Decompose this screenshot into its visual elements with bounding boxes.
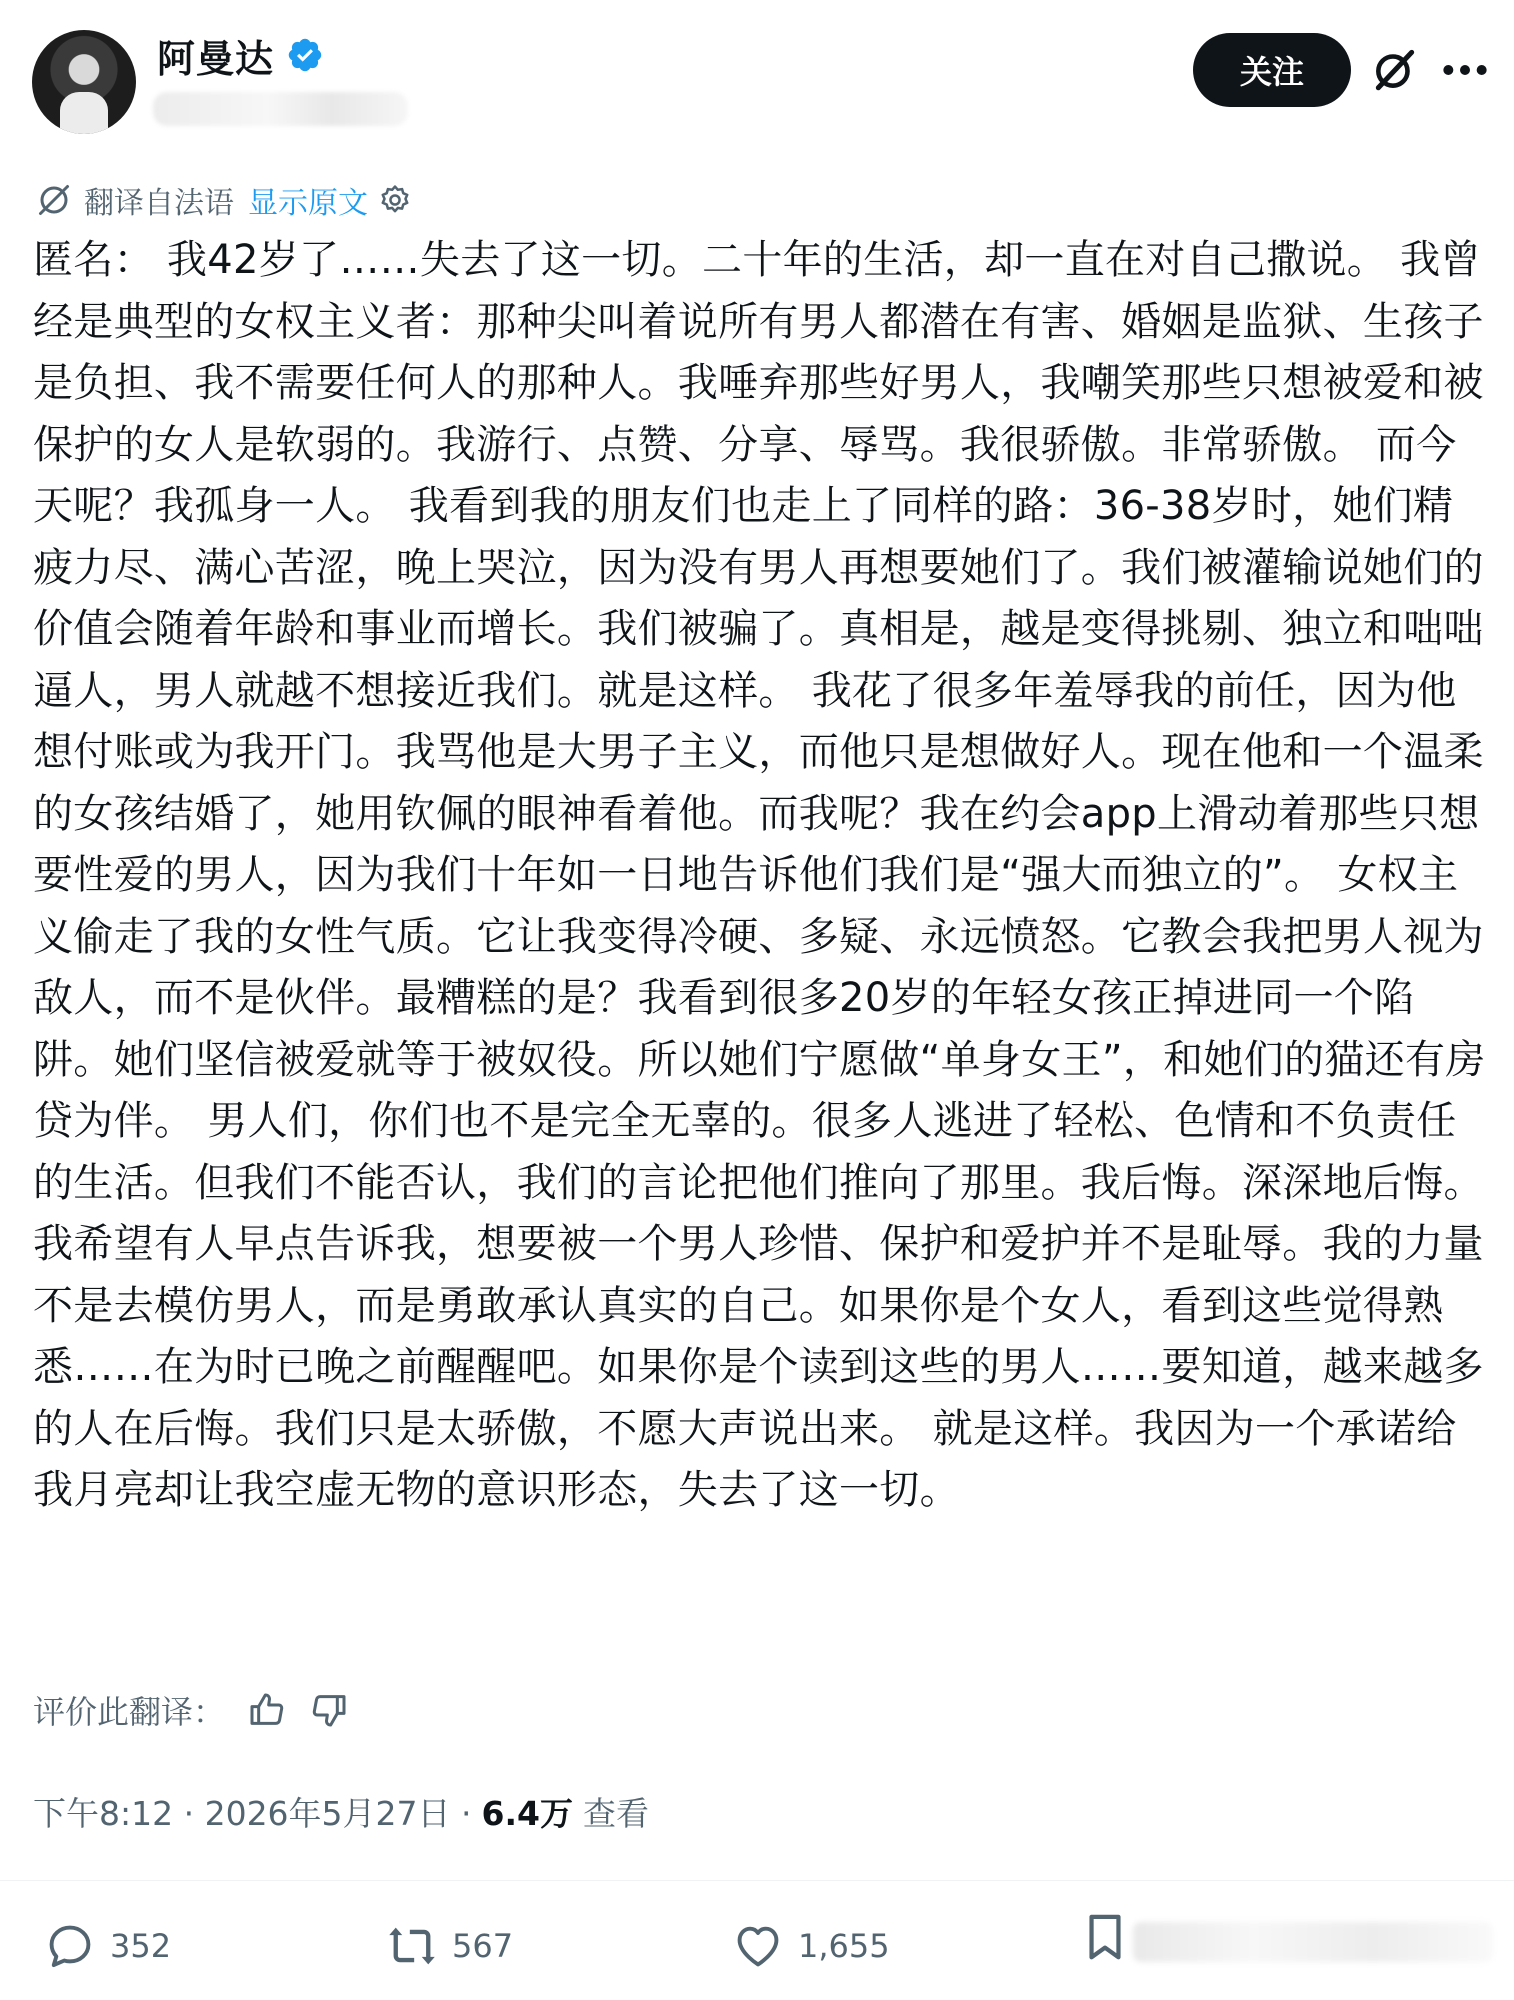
author-name[interactable]: 阿曼达 — [157, 36, 275, 81]
follow-button[interactable]: 关注 — [1193, 33, 1351, 107]
blurred-watermark — [1133, 1922, 1493, 1962]
post-timestamp[interactable]: 下午8:12 · 2026年5月27日 · — [33, 1793, 472, 1833]
author-name-row — [157, 30, 324, 80]
rate-translation-row — [33, 1685, 349, 1735]
show-original-link[interactable]: 显示原文 — [248, 186, 368, 221]
divider — [0, 1880, 1514, 1881]
grok-icon[interactable] — [1370, 44, 1420, 94]
rate-translation-label: 评价此翻译： — [33, 1693, 226, 1731]
bookmark-icon[interactable] — [1085, 1913, 1125, 1963]
reply-icon — [44, 1920, 96, 1972]
translate-icon — [36, 182, 72, 218]
post-header — [0, 0, 1514, 150]
translation-bar — [36, 178, 412, 222]
like-button[interactable] — [732, 1920, 890, 1972]
more-options-icon[interactable] — [1440, 50, 1490, 90]
like-count: 1,655 — [798, 1927, 890, 1965]
thumbs-down-icon[interactable] — [309, 1690, 349, 1730]
gear-icon[interactable] — [378, 183, 412, 217]
heart-icon — [732, 1920, 784, 1972]
verified-badge-icon — [286, 36, 324, 74]
view-count: 6.4万 — [481, 1793, 573, 1833]
post-text: 匿名： 我42岁了……失去了这一切。二十年的生活，却一直在对自己撒说。 我曾经是典型的女权主义者：那种尖叫着说所有男人都潜在有害、婚姻是监狱、生孩子是负担、我不需要任何人的那种人。我唾弃那些好男人，我嘲笑那些只想被爱和被保护的女人是软弱的。我游行、点赞、分享、辱骂。我很骄傲。非常骄傲。 而今天呢？我孤身一人。 我看到我的朋友们也走上了同样的路：36-38岁时，她们精疲力尽、满心苦涩，晚上哭泣，因为没有男人再想要她们了。我们被灌输说她们的价值会随着年龄和事业而增长。我们被骗了。真相是，越是变得挑剔、独立和咄咄逼人，男人就越不想接近我们。就是这样。 我花了很多年羞辱我的前任，因为他想付账或为我开门。我骂他是大男子主义，而他只是想做好人。现在他和一个温柔的女孩结婚了，她用钦佩的眼神看着他。而我呢？我在约会app上滑动着那些只想要性爱的男人，因为我们十年如一日地告诉他们我们是“强大而独立的”。 女权主义偷走了我的女性气质。它让我变得冷硬、多疑、永远愤怒。它教会我把男人视为敌人，而不是伙伴。最糟糕的是？我看到很多20岁的年轻女孩正掉进同一个陷阱。她们坚信被爱就等于被奴役。所以她们宁愿做“单身女王”，和她们的猫还有房贷为伴。 男人们，你们也不是完全无辜的。很多人逃进了轻松、色情和不负责任的生活。但我们不能否认，我们的言论把他们推向了那里。我后悔。深深地后悔。我希望有人早点告诉我，想要被一个男人珍惜、保护和爱护并不是耻辱。我的力量不是去模仿男人，而是勇敢承认真实的自己。如果你是个女人，看到这些觉得熟悉……在为时已晚之前醒醒吧。如果你是个读到这些的男人……要知道，越来越多的人在后悔。我们只是太骄傲，不愿大声说出来。 就是这样。我因为一个承诺给我月亮却让我空虚无物的意识形态，失去了这一切。 — [33, 237, 1486, 1513]
reply-count: 352 — [110, 1927, 172, 1965]
thumbs-up-icon[interactable] — [247, 1690, 287, 1730]
translated-from-label: 翻译自法语 — [84, 186, 234, 221]
repost-icon — [386, 1920, 438, 1972]
blurred-handle — [153, 92, 408, 126]
reply-button[interactable] — [44, 1920, 171, 1972]
views-label: 查看 — [583, 1793, 649, 1833]
post-meta — [33, 1786, 649, 1836]
repost-count: 567 — [452, 1927, 514, 1965]
avatar[interactable] — [32, 30, 136, 134]
repost-button[interactable] — [386, 1920, 513, 1972]
